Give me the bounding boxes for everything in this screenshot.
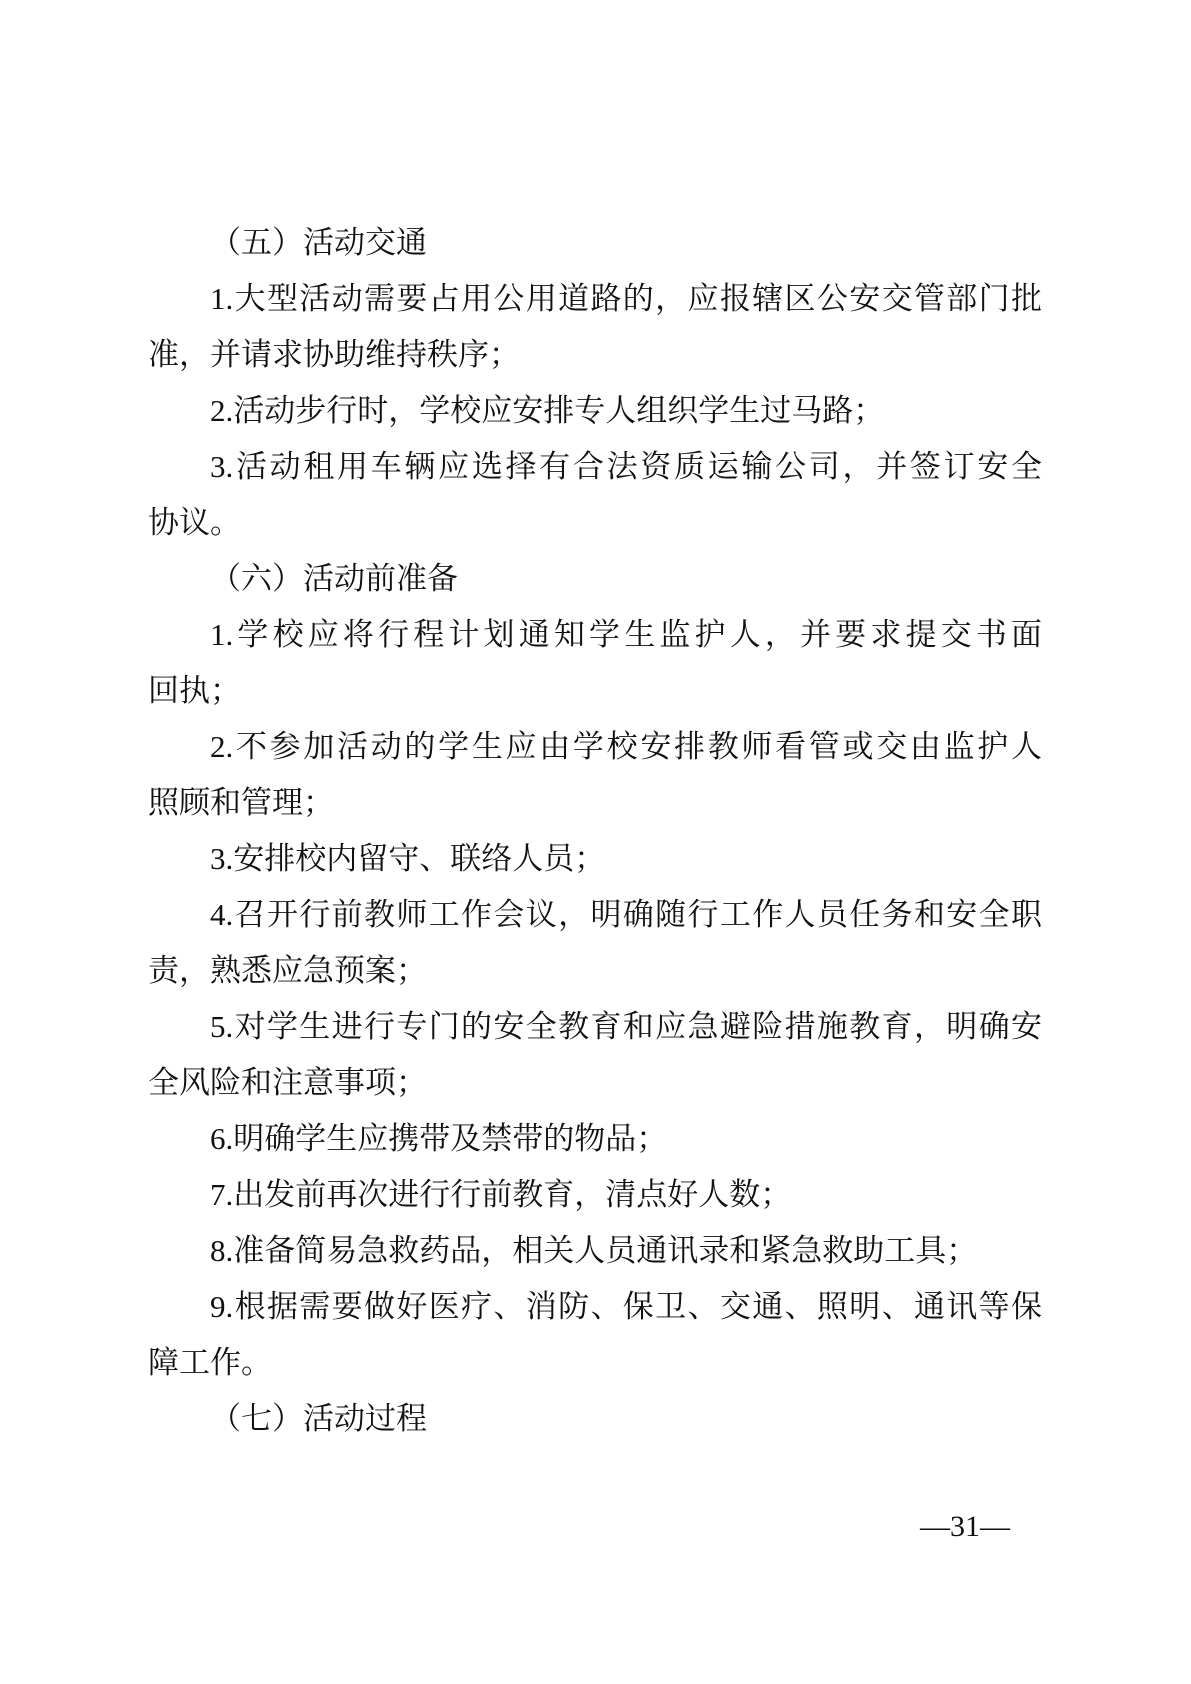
text-line: 准，并请求协助维持秩序； — [148, 337, 520, 372]
text-line: 障工作。 — [148, 1345, 272, 1380]
text-line: 照顾和管理； — [148, 785, 334, 820]
section-heading: （七）活动过程 — [210, 1401, 427, 1436]
text-line: 协议。 — [148, 505, 241, 540]
section-heading: （五）活动交通 — [210, 225, 427, 260]
text-line: 2.活动步行时，学校应安排专人组织学生过马路； — [210, 393, 885, 428]
text-line: 4.召开行前教师工作会议，明确随行工作人员任务和安全职 — [210, 897, 1042, 932]
text-line: 回执； — [148, 673, 241, 708]
section-heading: （六）活动前准备 — [210, 561, 458, 596]
text-line: 3.活动租用车辆应选择有合法资质运输公司，并签订安全 — [210, 449, 1042, 484]
text-line: 1.学校应将行程计划通知学生监护人，并要求提交书面 — [210, 617, 1042, 652]
text-line: 2.不参加活动的学生应由学校安排教师看管或交由监护人 — [210, 729, 1042, 764]
text-line: 7.出发前再次进行行前教育，清点好人数； — [210, 1177, 792, 1212]
document-body — [148, 215, 1042, 1447]
page-number: —31— — [920, 1510, 1010, 1543]
text-line: 全风险和注意事项； — [148, 1065, 427, 1100]
text-line: 3.安排校内留守、联络人员； — [210, 841, 606, 876]
text-line: 5.对学生进行专门的安全教育和应急避险措施教育，明确安 — [210, 1009, 1042, 1044]
text-line: 责，熟悉应急预案； — [148, 953, 427, 988]
text-line: 6.明确学生应携带及禁带的物品； — [210, 1121, 668, 1156]
text-line: 8.准备简易急救药品，相关人员通讯录和紧急救助工具； — [210, 1233, 978, 1268]
text-line: 9.根据需要做好医疗、消防、保卫、交通、照明、通讯等保 — [210, 1289, 1042, 1324]
text-line: 1.大型活动需要占用公用道路的，应报辖区公安交管部门批 — [210, 281, 1042, 316]
